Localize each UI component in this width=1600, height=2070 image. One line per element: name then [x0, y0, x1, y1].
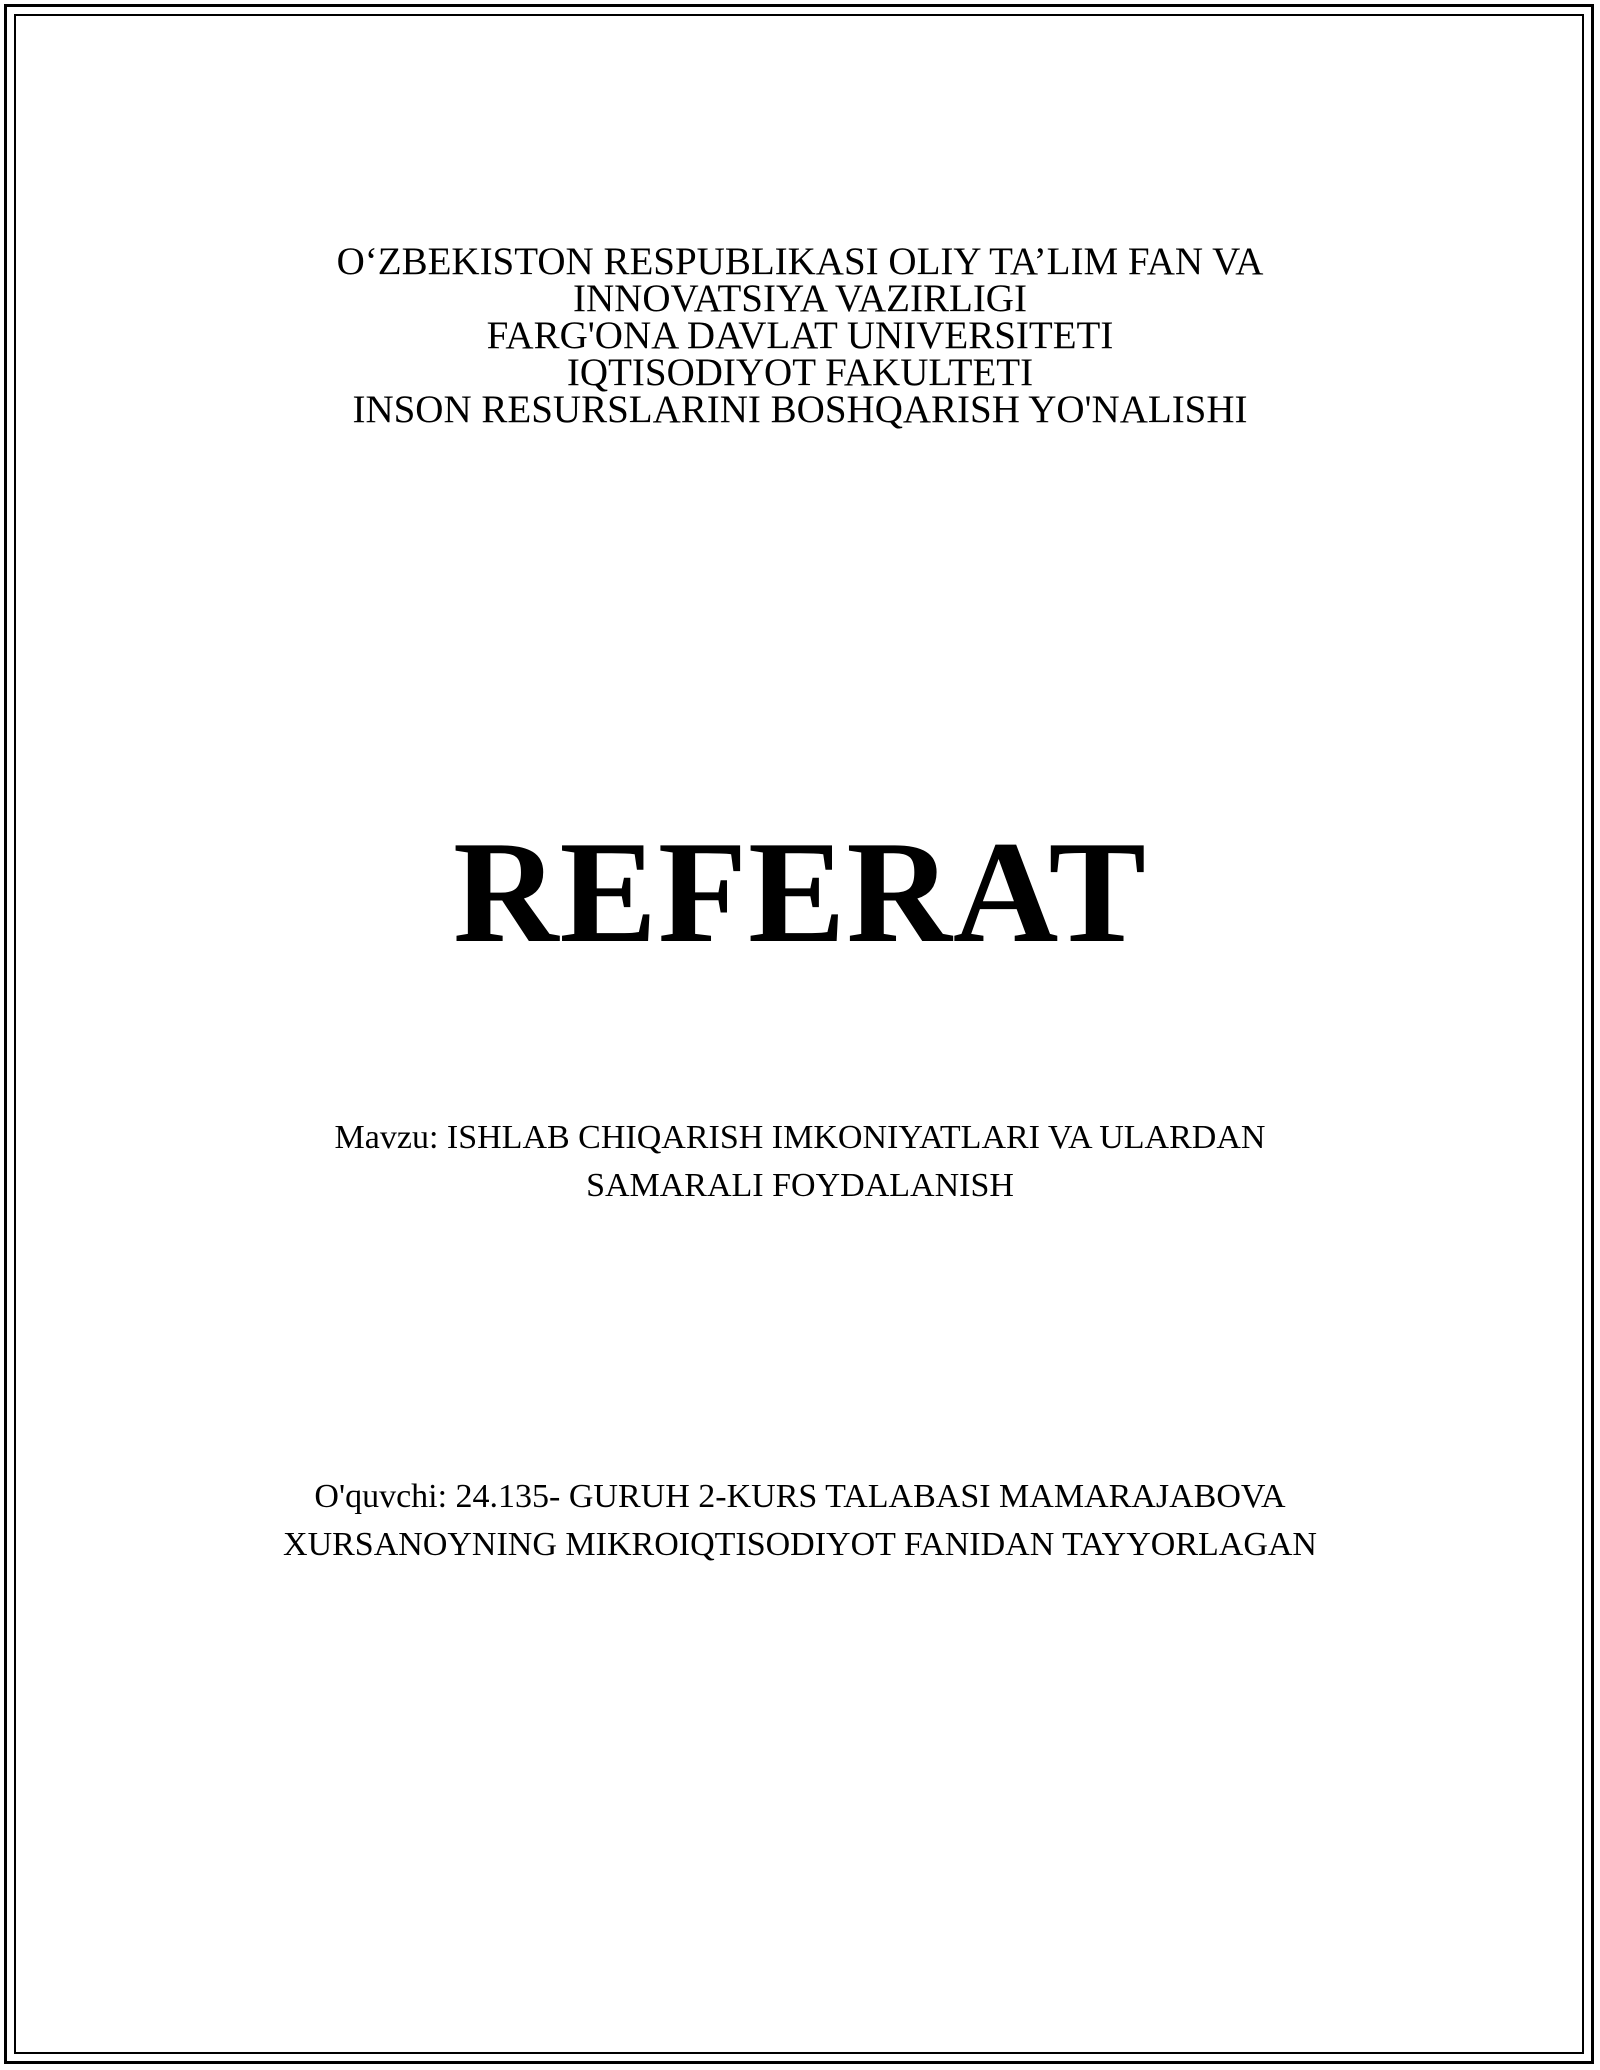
header-line-university: FARG'ONA DAVLAT UNIVERSITETI [486, 314, 1114, 357]
header-line-faculty: IQTISODIYOT FAKULTETI [566, 351, 1034, 394]
topic-block [0, 1114, 1600, 1210]
student-line-2: XURSANOYNING MIKROIQTISODIYOT FANIDAN TAYYORLAGAN [283, 1526, 1317, 1563]
institution-header [0, 240, 1600, 431]
document-title: REFERAT [453, 811, 1147, 973]
topic-line-1: Mavzu: ISHLAB CHIQARISH IMKONIYATLARI VA ULARDAN [334, 1119, 1266, 1156]
header-line-direction: INSON RESURSLARINI BOSHQARISH YO'NALISHI [352, 388, 1248, 431]
header-line-ministry-1: O‘ZBEKISTON RESPUBLIKASI OLIY TA’LIM FAN VA [336, 240, 1264, 283]
student-block [0, 1473, 1600, 1569]
topic-line-2: SAMARALI FOYDALANISH [586, 1167, 1014, 1204]
student-line-1: O'quvchi: 24.135- GURUH 2-KURS TALABASI MAMARAJABOVA [314, 1478, 1286, 1515]
header-line-ministry-2: INNOVATSIYA VAZIRLIGI [573, 277, 1027, 320]
